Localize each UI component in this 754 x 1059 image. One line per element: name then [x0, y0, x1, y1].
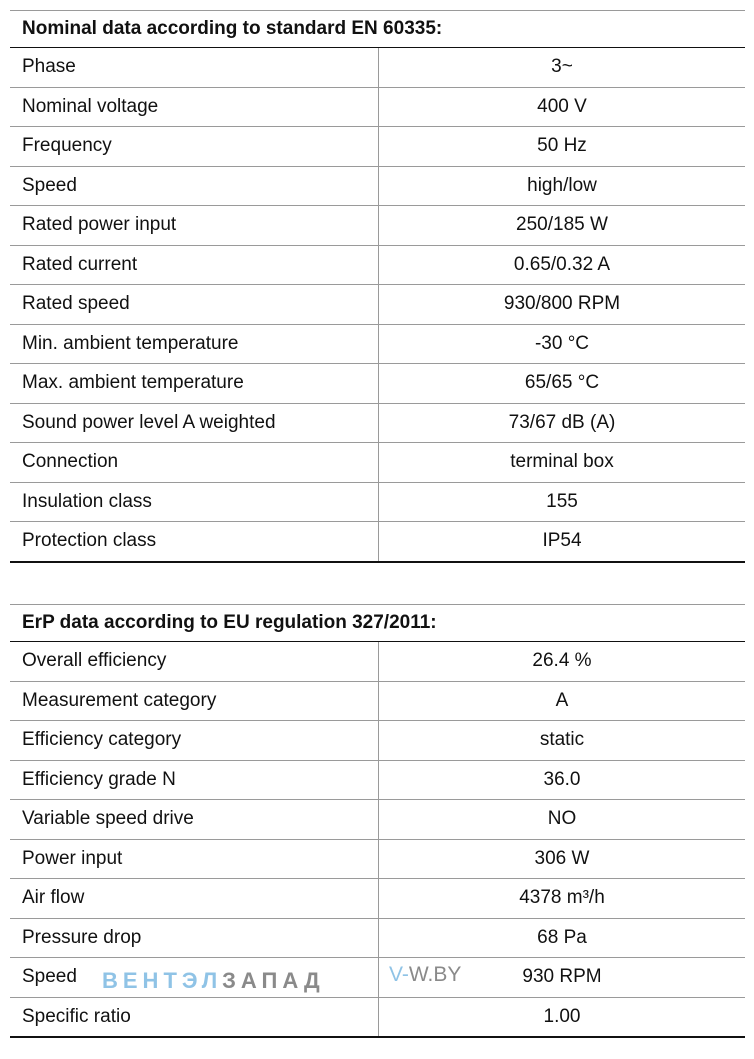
- row-value: 3~: [379, 48, 746, 88]
- row-label: Sound power level A weighted: [10, 403, 379, 443]
- site-watermark: [389, 963, 461, 987]
- row-label: Protection class: [10, 522, 379, 562]
- row-label: Pressure drop: [10, 918, 379, 958]
- row-value: A: [379, 681, 746, 721]
- table-row: [10, 127, 745, 167]
- row-label: Insulation class: [10, 482, 379, 522]
- row-label: Overall efficiency: [10, 642, 379, 682]
- row-value: 250/185 W: [379, 206, 746, 246]
- table-row: [10, 48, 745, 88]
- table-row: [10, 324, 745, 364]
- row-label: Air flow: [10, 879, 379, 919]
- row-label: Speed: [10, 166, 379, 206]
- row-label: Phase: [10, 48, 379, 88]
- row-value: 0.65/0.32 A: [379, 245, 746, 285]
- row-label: Connection: [10, 443, 379, 483]
- row-value: 68 Pa: [379, 918, 746, 958]
- row-value: 930/800 RPM: [379, 285, 746, 325]
- table-row: [10, 87, 745, 127]
- table-row: [10, 166, 745, 206]
- row-label: Rated speed: [10, 285, 379, 325]
- table-title: ErP data according to EU regulation 327/2011:: [10, 605, 745, 642]
- row-value: static: [379, 721, 746, 761]
- table-row: [10, 918, 745, 958]
- row-value: 65/65 °C: [379, 364, 746, 404]
- site-watermark-part1: V-: [389, 963, 409, 986]
- row-value: 50 Hz: [379, 127, 746, 167]
- table-row: [10, 800, 745, 840]
- brand-watermark-part2: ЗАПАД: [222, 968, 325, 993]
- table-row: [10, 839, 745, 879]
- row-label: Power input: [10, 839, 379, 879]
- row-label: Speed: [10, 958, 379, 998]
- table-row: [10, 522, 745, 562]
- row-label: Variable speed drive: [10, 800, 379, 840]
- table-row: [10, 245, 745, 285]
- row-value: 36.0: [379, 760, 746, 800]
- table-row: [10, 443, 745, 483]
- table-title: Nominal data according to standard EN 60335:: [10, 11, 745, 48]
- row-label: Rated power input: [10, 206, 379, 246]
- table-row: [10, 285, 745, 325]
- row-label: Frequency: [10, 127, 379, 167]
- row-value: 306 W: [379, 839, 746, 879]
- table-row: [10, 642, 745, 682]
- row-label: Min. ambient temperature: [10, 324, 379, 364]
- row-value: -30 °C: [379, 324, 746, 364]
- table-row: [10, 879, 745, 919]
- site-watermark-part2: W.BY: [408, 963, 462, 986]
- row-label: Efficiency grade N: [10, 760, 379, 800]
- brand-watermark-part1: ВЕНТЭЛ: [102, 968, 223, 993]
- row-value: 1.00: [379, 997, 746, 1037]
- row-value: 4378 m³/h: [379, 879, 746, 919]
- table-row: [10, 206, 745, 246]
- row-value: terminal box: [379, 443, 746, 483]
- row-label: Rated current: [10, 245, 379, 285]
- row-label: Nominal voltage: [10, 87, 379, 127]
- table-row: [10, 721, 745, 761]
- table-row: [10, 760, 745, 800]
- table-row: [10, 364, 745, 404]
- row-label: Specific ratio: [10, 997, 379, 1037]
- brand-watermark: [102, 968, 325, 994]
- row-label: Efficiency category: [10, 721, 379, 761]
- row-value: 26.4 %: [379, 642, 746, 682]
- table-row: [10, 482, 745, 522]
- row-value: 73/67 dB (A): [379, 403, 746, 443]
- row-value: IP54: [379, 522, 746, 562]
- row-value: 155: [379, 482, 746, 522]
- row-value: 930 RPM: [379, 958, 746, 998]
- row-label: Max. ambient temperature: [10, 364, 379, 404]
- row-value: 400 V: [379, 87, 746, 127]
- row-value: high/low: [379, 166, 746, 206]
- table-row: [10, 403, 745, 443]
- row-value: NO: [379, 800, 746, 840]
- row-label: Measurement category: [10, 681, 379, 721]
- nominal-data-table: [10, 10, 745, 563]
- table-row: [10, 997, 745, 1037]
- table-row: [10, 681, 745, 721]
